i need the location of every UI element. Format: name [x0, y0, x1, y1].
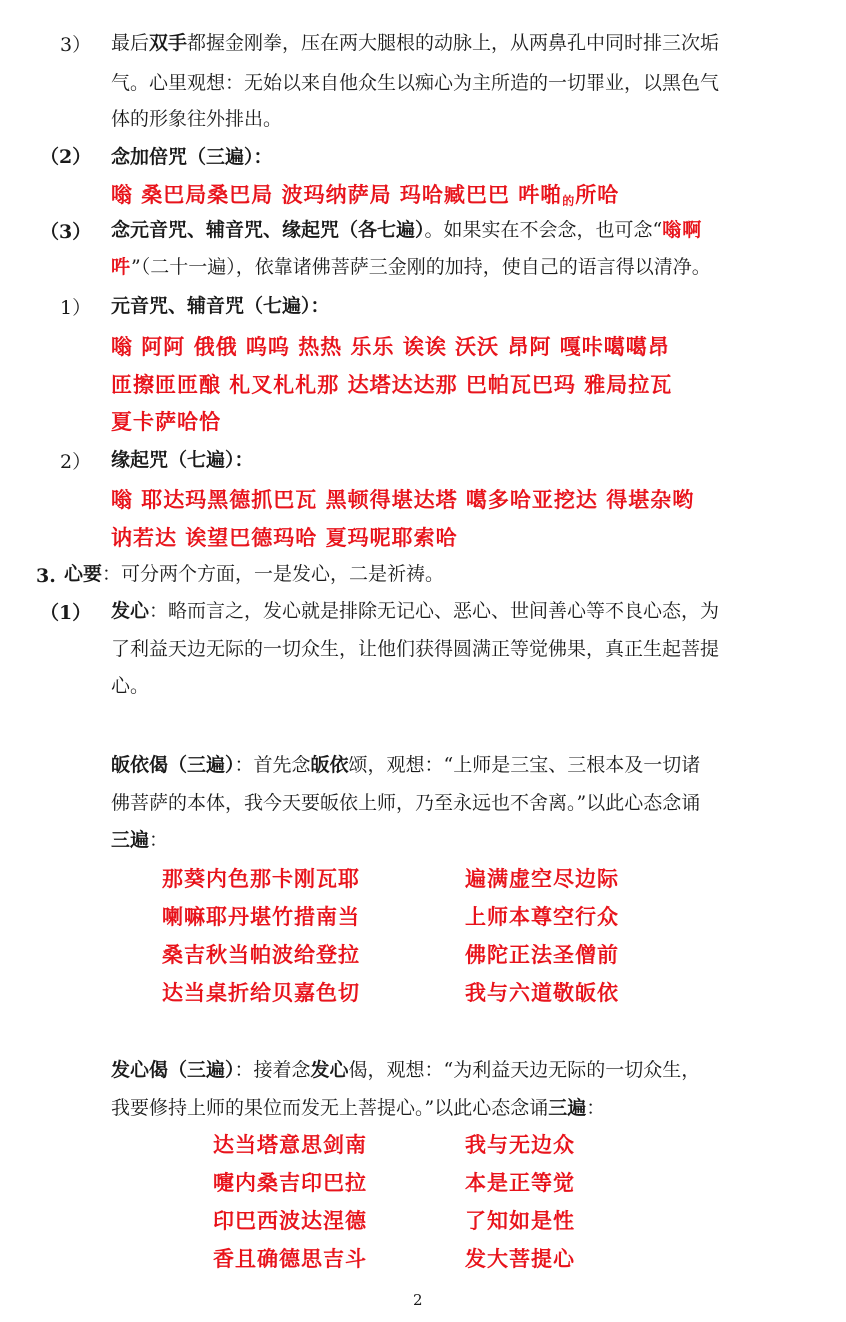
mantra-text: 嗡啊	[662, 219, 703, 241]
text: 最后	[111, 32, 150, 54]
item-number: 3）	[60, 34, 92, 56]
paragraph-line	[111, 258, 711, 277]
verse-tibetan-line: 桑吉秋当帕波给登拉	[162, 942, 360, 967]
bold-text: 双手	[149, 32, 188, 54]
section-title: 元音咒、辅音咒（七遍）：	[111, 295, 330, 317]
section-title: 缘起咒（七遍）：	[111, 449, 254, 471]
paragraph-line	[111, 34, 719, 53]
paragraph-line: 了利益天边无际的一切众生，让他们获得圆满正等觉佛果，真正生起菩提	[111, 638, 720, 660]
text: 颂，观想：“上师是三宝、三根本及一切诸	[348, 754, 701, 776]
section-number: （1）	[40, 602, 92, 624]
bold-text: 三遍	[548, 1097, 587, 1119]
verse-chinese-line: 发大菩提心	[465, 1246, 575, 1271]
text: 都握金刚拳，压在两大腿根的动脉上，从两鼻孔中同时排三次垢	[187, 32, 720, 54]
verse-tibetan-line: 香且确德思吉斗	[213, 1246, 367, 1271]
verse-chinese-line: 我与无边众	[465, 1132, 575, 1157]
verse-tibetan-line: 达当桌折给贝嘉色切	[162, 980, 360, 1005]
mantra-text: 吽	[111, 256, 132, 278]
page-number: 2	[413, 1291, 423, 1309]
paragraph-line	[111, 221, 702, 240]
verse-tibetan-line: 喇嘛耶丹堪竹措南当	[162, 904, 360, 929]
verse-chinese-line: 本是正等觉	[465, 1170, 575, 1195]
section-title: 念元音咒、辅音咒、缘起咒（各七遍）	[111, 219, 425, 241]
mantra-line: 嗡 阿阿 俄俄 呜呜 热热 乐乐 诶诶 沃沃 昂阿 嘎咔噶噶昂	[111, 334, 670, 359]
section-title: 心要	[64, 563, 103, 585]
bold-text: 皈依	[310, 754, 349, 776]
verse-tibetan-line: 达当塔意思剑南	[213, 1132, 367, 1157]
text: ：略而言之，发心就是排除无记心、恶心、世间善心等不良心态，为	[149, 600, 720, 622]
text: 我要修持上师的果位而发无上菩提心。”以此心态念诵	[111, 1097, 549, 1119]
text: 。如果实在不会念，也可念“	[424, 219, 663, 241]
verse-tibetan-line: 印巴西波达涅德	[213, 1208, 367, 1233]
mantra-line	[111, 184, 619, 207]
section-title: 发心	[111, 600, 150, 622]
mantra-line: 夏卡萨哈恰	[111, 409, 221, 434]
section-title: 发心偈（三遍）	[111, 1059, 235, 1081]
section-title: 皈依偈（三遍）	[111, 754, 235, 776]
text: ”（二十一遍），依靠诸佛菩萨三金刚的加持，使自己的语言得以清净。	[131, 256, 711, 278]
paragraph-line: 心。	[111, 675, 150, 697]
mantra-line: 嗡 耶达玛黑德抓巴瓦 黑顿得堪达塔 噶多哈亚挖达 得堪杂哟	[111, 487, 695, 512]
mantra-line: 讷若达 诶望巴德玛哈 夏玛呢耶索哈	[111, 525, 458, 550]
text: ：可分两个方面，一是发心，二是祈祷。	[102, 563, 445, 585]
paragraph-line	[111, 602, 719, 621]
section-number: （2）	[40, 146, 92, 168]
text: 偈，观想：“为利益天边无际的一切众生，	[348, 1059, 701, 1081]
verse-tibetan-line: 嚏内桑吉印巴拉	[213, 1170, 367, 1195]
section-number: 3.	[36, 565, 56, 587]
paragraph-line: 体的形象往外排出。	[111, 108, 283, 130]
verse-tibetan-line: 那葵内色那卡刚瓦耶	[162, 866, 360, 891]
section-number: （3）	[40, 221, 92, 243]
text: ：接着念	[234, 1059, 311, 1081]
verse-chinese-line: 上师本尊空行众	[465, 904, 619, 929]
item-number: 2）	[60, 451, 92, 473]
text: ：	[149, 829, 169, 851]
mantra-text: 所哈	[575, 182, 620, 207]
section-title: 念加倍咒（三遍）：	[111, 146, 273, 168]
paragraph-line	[111, 1061, 700, 1080]
mantra-subscript: 的	[562, 194, 576, 208]
verse-chinese-line: 遍满虚空尽边际	[465, 866, 619, 891]
verse-chinese-line: 佛陀正法圣僧前	[465, 942, 619, 967]
verse-chinese-line: 我与六道敬皈依	[465, 980, 619, 1005]
paragraph-line	[64, 565, 444, 584]
verse-chinese-line: 了知如是性	[465, 1208, 575, 1233]
text: ：	[586, 1097, 606, 1119]
item-number: 1）	[60, 297, 92, 319]
mantra-line: 匝擦匝匝酿 札叉札札那 达塔达达那 巴帕瓦巴玛 雅局拉瓦	[111, 372, 673, 397]
paragraph-line	[111, 1099, 605, 1118]
paragraph-line: 佛菩萨的本体，我今天要皈依上师，乃至永远也不舍离。”以此心态念诵	[111, 792, 701, 814]
text: ：首先念	[234, 754, 311, 776]
bold-text: 发心	[310, 1059, 349, 1081]
mantra-text: 嗡 桑巴局桑巴局 波玛纳萨局 玛哈臧巴巴 吽啪	[111, 182, 563, 207]
paragraph-line	[111, 756, 700, 775]
paragraph-line	[111, 831, 168, 850]
bold-text: 三遍	[111, 829, 150, 851]
paragraph-line: 气。心里观想：无始以来自他众生以痴心为主所造的一切罪业，以黑色气	[111, 72, 720, 94]
